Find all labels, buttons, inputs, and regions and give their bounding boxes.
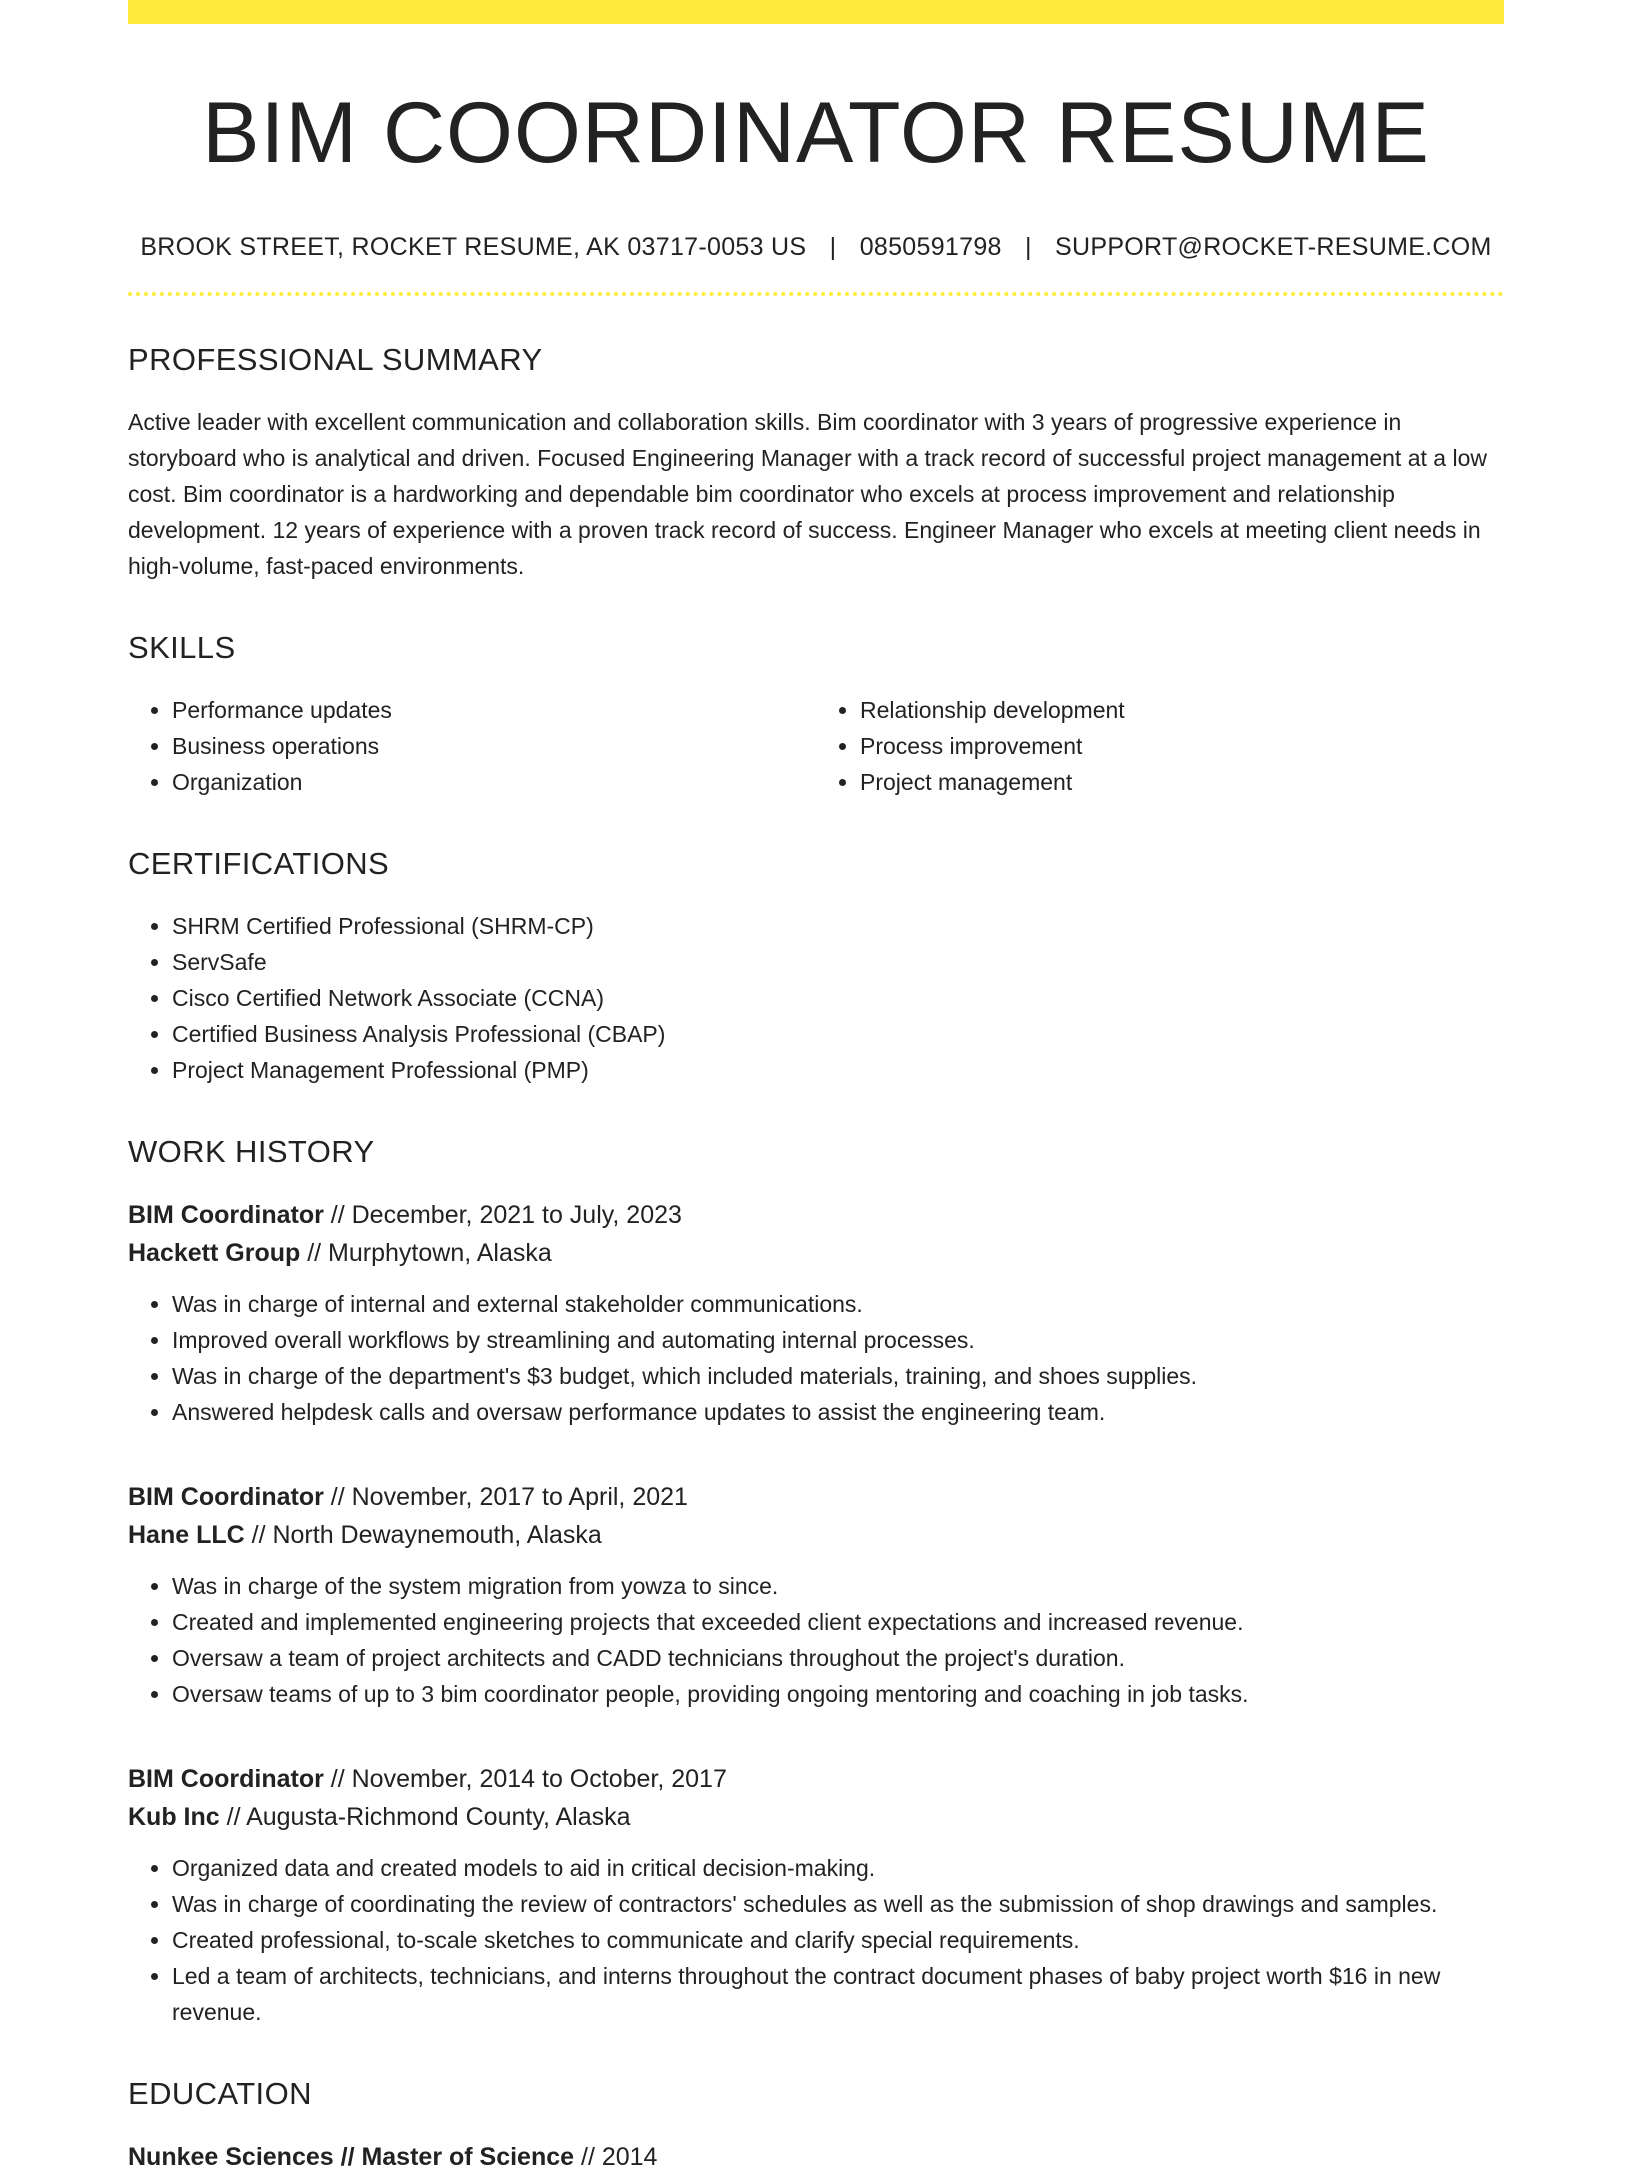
job-dates: // December, 2021 to July, 2023 <box>323 1200 682 1229</box>
skill-item: • Project management <box>860 764 1504 800</box>
job-bullet: • Was in charge of coordinating the review of contractors' schedules as well as the submission of shop drawings and samples. <box>172 1886 1504 1922</box>
education-entry <box>128 2138 1504 2176</box>
contact-line <box>128 233 1504 262</box>
contact-address: BROOK STREET, ROCKET RESUME, AK 03717-0053 US <box>140 232 807 261</box>
skills-column-left <box>128 692 816 800</box>
job-company: Hackett Group <box>128 1238 301 1267</box>
resume-title: BIM COORDINATOR RESUME <box>202 85 1430 181</box>
certification-item: • Project Management Professional (PMP) <box>172 1052 1504 1088</box>
skill-item: • Performance updates <box>172 692 816 728</box>
skills-list-left <box>128 692 816 800</box>
certifications-heading: CERTIFICATIONS <box>128 845 390 881</box>
work-history-heading: WORK HISTORY <box>128 1133 375 1169</box>
job-bullet: • Created and implemented engineering projects that exceeded client expectations and increased revenue. <box>172 1604 1504 1640</box>
job-entry <box>128 1196 1504 1430</box>
job-location: // North Dewaynemouth, Alaska <box>244 1520 602 1549</box>
job-bullets <box>128 1568 1504 1712</box>
skill-item: • Business operations <box>172 728 816 764</box>
job-company: Hane LLC <box>128 1520 245 1549</box>
education-degree: // Master of Science <box>333 2142 575 2171</box>
job-bullets <box>128 1286 1504 1430</box>
job-title-line <box>128 1760 1504 1798</box>
job-bullets <box>128 1850 1504 2030</box>
job-bullet: • Created professional, to-scale sketches to communicate and clarify special requirements. <box>172 1922 1504 1958</box>
skills-grid <box>128 692 1504 800</box>
contact-separator: | <box>1024 232 1032 261</box>
job-title: BIM Coordinator <box>128 1482 324 1511</box>
certification-item: • Cisco Certified Network Associate (CCNA) <box>172 980 1504 1016</box>
job-title-line <box>128 1478 1504 1516</box>
job-bullet: • Improved overall workflows by streamlining and automating internal processes. <box>172 1322 1504 1358</box>
skill-item: • Relationship development <box>860 692 1504 728</box>
job-bullet: • Organized data and created models to aid in critical decision-making. <box>172 1850 1504 1886</box>
certifications-list <box>128 908 1504 1088</box>
job-dates: // November, 2017 to April, 2021 <box>323 1482 688 1511</box>
job-title-line <box>128 1196 1504 1234</box>
job-dates: // November, 2014 to October, 2017 <box>323 1764 727 1793</box>
job-entry <box>128 1478 1504 1712</box>
job-entry <box>128 1760 1504 2030</box>
certification-item: • Certified Business Analysis Professional (CBAP) <box>172 1016 1504 1052</box>
summary-heading: PROFESSIONAL SUMMARY <box>128 341 543 377</box>
certification-item: • SHRM Certified Professional (SHRM-CP) <box>172 908 1504 944</box>
job-bullet: • Was in charge of internal and external stakeholder communications. <box>172 1286 1504 1322</box>
job-company: Kub Inc <box>128 1802 220 1831</box>
contact-separator: | <box>829 232 837 261</box>
contact-email: SUPPORT@ROCKET-RESUME.COM <box>1055 232 1492 261</box>
education-heading: EDUCATION <box>128 2075 312 2111</box>
contact-phone: 0850591798 <box>859 232 1002 261</box>
job-title: BIM Coordinator <box>128 1764 324 1793</box>
job-location: // Murphytown, Alaska <box>300 1238 552 1267</box>
skill-item: • Organization <box>172 764 816 800</box>
top-accent-bar <box>128 0 1504 24</box>
education-year: // 2014 <box>574 2142 658 2171</box>
education-school: Nunkee Sciences <box>128 2142 334 2171</box>
header-divider <box>128 292 1504 296</box>
resume-page <box>128 0 1504 2176</box>
job-bullet: • Was in charge of the department's $3 budget, which included materials, training, and shoes supplies. <box>172 1358 1504 1394</box>
job-bullet: • Led a team of architects, technicians, and interns throughout the contract document phases of baby project worth $16 in new revenue. <box>172 1958 1504 2030</box>
job-company-line <box>128 1234 1504 1272</box>
job-bullet: • Was in charge of the system migration from yowza to since. <box>172 1568 1504 1604</box>
skills-column-right <box>816 692 1504 800</box>
job-title: BIM Coordinator <box>128 1200 324 1229</box>
summary-text: Active leader with excellent communication and collaboration skills. Bim coordinator with 3 years of progressive experience in storyboard who is analytical and driven. Focused Engineering Manager with a track record of successful project management at a low cost. Bim coordinator is a hardworking and dependable bim coordinator who excels at process improvement and relationship development. 12 years of experience with a proven track record of success. Engineer Manager who excels at meeting client needs in high-volume, fast-paced environments. <box>128 408 1487 579</box>
job-company-line <box>128 1516 1504 1554</box>
job-bullet: • Oversaw teams of up to 3 bim coordinator people, providing ongoing mentoring and coaching in job tasks. <box>172 1676 1504 1712</box>
skills-heading: SKILLS <box>128 629 236 665</box>
job-bullet: • Oversaw a team of project architects and CADD technicians throughout the project's duration. <box>172 1640 1504 1676</box>
job-company-line <box>128 1798 1504 1836</box>
certification-item: • ServSafe <box>172 944 1504 980</box>
skill-item: • Process improvement <box>860 728 1504 764</box>
skills-list-right <box>816 692 1504 800</box>
job-bullet: • Answered helpdesk calls and oversaw performance updates to assist the engineering team. <box>172 1394 1504 1430</box>
job-location: // Augusta-Richmond County, Alaska <box>219 1802 631 1831</box>
